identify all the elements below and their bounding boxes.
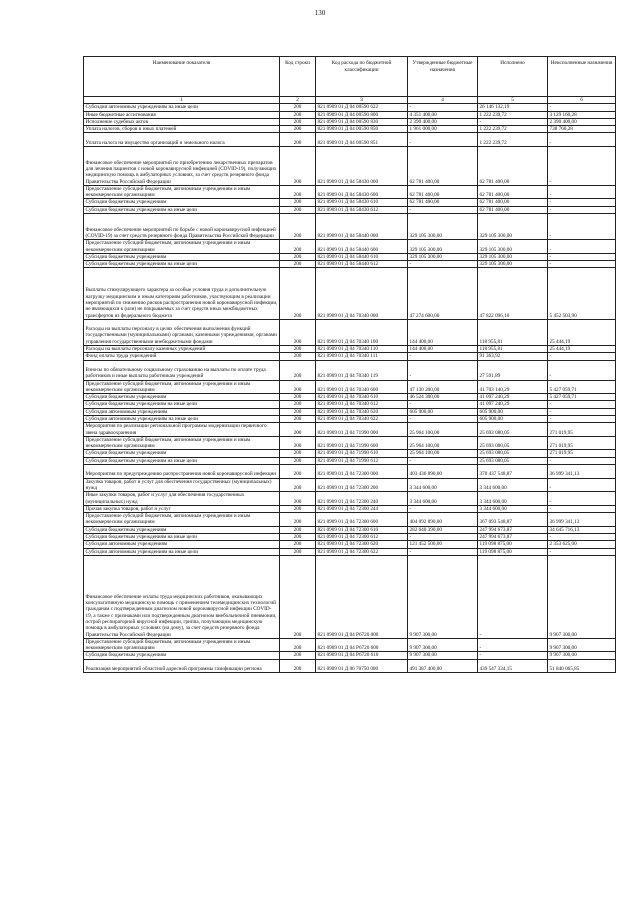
cell-budget-code: 821 0909 01 Д 04 70340 600 [316, 380, 408, 394]
cell-indicator-name: Субсидии автономным учреждениям [84, 541, 280, 548]
cell-line-code: 200 [280, 478, 316, 492]
cell-indicator-name: Субсидии бюджетным учреждениям на иные цели [84, 206, 280, 213]
cell-line-code: 200 [280, 353, 316, 360]
cell-approved: - [408, 415, 478, 422]
cell-approved: 47 130 200,00 [408, 380, 478, 394]
cell-unexecuted: 2 390 400,00 [548, 118, 616, 125]
cell-unexecuted: - [548, 261, 616, 268]
cell-approved: - [408, 133, 478, 147]
cell-budget-code: 821 0909 01 Д 04 70340 000 [316, 268, 408, 319]
table-row [84, 415, 616, 422]
cell-indicator-name: Субсидии бюджетным учреждениям [84, 199, 280, 206]
cell-approved: 121 452 500,00 [408, 541, 478, 548]
cell-approved: 9 907 300,00 [408, 555, 478, 638]
cell-budget-code: 821 0909 01 Д 06 70750 000 [316, 659, 408, 673]
cell-line-code: 200 [280, 513, 316, 527]
cell-unexecuted: 25 444,19 [548, 346, 616, 353]
table-row [84, 380, 616, 394]
cell-executed: 247 994 673,87 [478, 534, 548, 541]
cell-line-code: 200 [280, 541, 316, 548]
cell-executed: 25 693 080,05 [478, 423, 548, 437]
cell-approved: 329 105 300,00 [408, 214, 478, 240]
table-row [84, 214, 616, 240]
table-row [84, 492, 616, 506]
table-row [84, 126, 616, 133]
cell-budget-code: 821 0909 01 Д 04 58440 610 [316, 253, 408, 260]
cell-line-code: 200 [280, 555, 316, 638]
table-row [84, 104, 616, 111]
cell-line-code: 200 [280, 104, 316, 111]
cell-line-code: 200 [280, 360, 316, 380]
cell-budget-code: 821 0909 01 Д 04 00590 622 [316, 104, 408, 111]
cell-indicator-name: Субсидии бюджетным учреждениям на иные цели [84, 457, 280, 464]
cell-unexecuted: - [548, 548, 616, 555]
cell-executed: 3 344 600,00 [478, 492, 548, 506]
cell-approved: 25 964 100,00 [408, 450, 478, 457]
cell-executed: 47 822 096,10 [478, 268, 548, 319]
cell-executed: 41 097 240,29 [478, 401, 548, 408]
cell-executed: 247 994 673,87 [478, 526, 548, 533]
cell-approved: 9 907 300,00 [408, 638, 478, 652]
table-row [84, 659, 616, 673]
cell-budget-code: 821 0909 01 Д 04 70340 620 [316, 408, 408, 415]
cell-approved: - [408, 401, 478, 408]
table-row [84, 240, 616, 254]
cell-indicator-name: Предоставление субсидий бюджетным, автономным учреждениям и иным некоммерческим организациям [84, 513, 280, 527]
cell-indicator-name: Финансовое обеспечение мероприятий по приобретению лекарственных препаратов для лечения пациентов с новой коронавирусной инфекцией (COVID-19), получающих медицинскую помощь в амбулаторных условиях, за счет средств резервного фонда Правительства Российской Федерации [84, 147, 280, 186]
cell-unexecuted: 5 427 059,71 [548, 394, 616, 401]
cell-executed: 27 591,89 [478, 360, 548, 380]
table-row [84, 401, 616, 408]
table-row [84, 360, 616, 380]
column-index: 2 [280, 97, 316, 104]
cell-line-code: 200 [280, 638, 316, 652]
cell-approved: - [408, 360, 478, 380]
cell-unexecuted: - [548, 147, 616, 186]
cell-approved: 2 390 400,00 [408, 118, 478, 125]
cell-approved: - [408, 505, 478, 512]
table-row [84, 652, 616, 659]
header-budget-code: Код расхода по бюджетной классификации [316, 57, 408, 97]
cell-indicator-name: Субсидии бюджетным учреждениям [84, 652, 280, 659]
cell-executed: 3 344 600,00 [478, 505, 548, 512]
table-row [84, 111, 616, 118]
cell-unexecuted: - [548, 401, 616, 408]
cell-budget-code: 821 0909 01 Д 04 70340 612 [316, 401, 408, 408]
cell-approved: 4 351 400,00 [408, 111, 478, 118]
cell-executed: 329 105 300,00 [478, 214, 548, 240]
cell-approved: 25 964 100,00 [408, 436, 478, 450]
cell-approved: - [408, 548, 478, 555]
cell-executed: 25 693 080,05 [478, 436, 548, 450]
cell-unexecuted: 271 019,95 [548, 436, 616, 450]
cell-budget-code: 821 0909 01 Д 04 00590 850 [316, 126, 408, 133]
cell-executed: 605 900,00 [478, 408, 548, 415]
table-row [84, 548, 616, 555]
cell-line-code: 200 [280, 394, 316, 401]
cell-executed: 3 344 600,00 [478, 478, 548, 492]
cell-unexecuted: 9 907 300,00 [548, 638, 616, 652]
cell-budget-code: 821 0909 01 Д 04 72300 622 [316, 548, 408, 555]
cell-indicator-name: Фонд оплаты труда учреждений [84, 353, 280, 360]
cell-budget-code: 821 0909 01 Д 04 70340 110 [316, 346, 408, 353]
cell-executed: 62 781 400,00 [478, 199, 548, 206]
cell-unexecuted: - [548, 478, 616, 492]
cell-line-code: 200 [280, 214, 316, 240]
cell-budget-code: 821 0909 01 Д 04 70340 100 [316, 319, 408, 345]
cell-line-code: 200 [280, 652, 316, 659]
cell-budget-code: 821 0909 01 Д 04 58430 000 [316, 147, 408, 186]
cell-executed: 1 222 239,72 [478, 133, 548, 147]
cell-unexecuted: - [548, 199, 616, 206]
cell-budget-code: 821 0909 01 Д 04 72300 200 [316, 478, 408, 492]
cell-unexecuted: - [548, 492, 616, 506]
table-row [84, 118, 616, 125]
cell-budget-code: 821 0909 01 Д 04 71990 610 [316, 450, 408, 457]
table-row [84, 450, 616, 457]
cell-executed: 41 097 240,29 [478, 394, 548, 401]
table-header-row [84, 57, 616, 97]
header-line-code: Код строки [280, 57, 316, 97]
cell-line-code: 200 [280, 126, 316, 133]
cell-executed: - [478, 638, 548, 652]
cell-budget-code: 821 0909 01 Д 04 58440 600 [316, 240, 408, 254]
cell-indicator-name: Субсидии бюджетным учреждениям на иные цели [84, 534, 280, 541]
cell-budget-code: 821 0909 01 Д 04 72300 000 [316, 465, 408, 479]
cell-executed: 119 098 875,00 [478, 548, 548, 555]
cell-indicator-name: Субсидии бюджетным учреждениям [84, 450, 280, 457]
cell-unexecuted: - [548, 505, 616, 512]
cell-executed: 26 146 132,19 [478, 104, 548, 111]
cell-line-code: 200 [280, 206, 316, 213]
cell-executed: 370 437 548,87 [478, 465, 548, 479]
cell-executed: 605 900,00 [478, 415, 548, 422]
cell-indicator-name: Предоставление субсидий бюджетным, автономным учреждениям и иным некоммерческим организациям [84, 185, 280, 199]
cell-line-code: 200 [280, 534, 316, 541]
cell-line-code: 200 [280, 380, 316, 394]
cell-line-code: 200 [280, 457, 316, 464]
cell-executed: 1 222 239,72 [478, 126, 548, 133]
budget-execution-table [83, 56, 616, 673]
cell-approved: - [408, 534, 478, 541]
cell-unexecuted: 36 999 341,13 [548, 513, 616, 527]
cell-line-code: 200 [280, 436, 316, 450]
table-row [84, 199, 616, 206]
table-row [84, 436, 616, 450]
cell-budget-code: 821 0909 01 Д 04 72300 610 [316, 526, 408, 533]
cell-executed: 119 098 875,00 [478, 541, 548, 548]
cell-budget-code: 821 0909 01 Д 04 72300 620 [316, 541, 408, 548]
cell-line-code: 200 [280, 147, 316, 186]
cell-indicator-name: Субсидии бюджетным учреждениям [84, 394, 280, 401]
cell-approved: 47 274 600,00 [408, 268, 478, 319]
table-row [84, 319, 616, 345]
cell-approved: 144 400,00 [408, 346, 478, 353]
cell-line-code: 200 [280, 199, 316, 206]
cell-indicator-name: Мероприятия по реализации региональной программы модернизации первичного звена здравоохранения [84, 423, 280, 437]
cell-executed: 329 105 300,00 [478, 240, 548, 254]
cell-executed: - [478, 652, 548, 659]
cell-indicator-name: Иные закупки товаров, работ и услуг для обеспечения государственных (муниципальных) нужд [84, 492, 280, 506]
cell-indicator-name: Финансовое обеспечение мероприятий по борьбе с новой коронавирусной инфекцией (COVID-19) за счет средств резервного фонда Правительства Российской Федерации [84, 214, 280, 240]
cell-unexecuted: - [548, 206, 616, 213]
cell-line-code: 200 [280, 659, 316, 673]
cell-unexecuted: - [548, 133, 616, 147]
cell-approved: 491 387 400,00 [408, 659, 478, 673]
cell-executed: 62 781 400,00 [478, 185, 548, 199]
cell-approved: 329 105 300,00 [408, 240, 478, 254]
table-row [84, 268, 616, 319]
cell-executed: 25 693 080,05 [478, 457, 548, 464]
table-row [84, 555, 616, 638]
cell-approved: 25 964 100,00 [408, 423, 478, 437]
cell-budget-code: 821 0909 01 Д 04 00590 830 [316, 118, 408, 125]
cell-line-code: 200 [280, 268, 316, 319]
cell-executed: 118 955,81 [478, 319, 548, 345]
cell-budget-code: 821 0909 01 Д 04 70340 119 [316, 360, 408, 380]
cell-unexecuted: - [548, 360, 616, 380]
cell-indicator-name: Расходы на выплаты персоналу казенных учреждений [84, 346, 280, 353]
cell-unexecuted: - [548, 415, 616, 422]
table-row [84, 261, 616, 268]
table-row [84, 147, 616, 186]
cell-line-code: 200 [280, 408, 316, 415]
cell-line-code: 200 [280, 346, 316, 353]
cell-budget-code: 821 0909 01 Д 04 Р6720 610 [316, 652, 408, 659]
header-approved: Утвержденные бюджетные назначения [408, 57, 478, 97]
table-row [84, 353, 616, 360]
table-row [84, 534, 616, 541]
table-row [84, 478, 616, 492]
cell-approved: 282 640 390,00 [408, 526, 478, 533]
cell-budget-code: 821 0909 01 Д 04 72300 612 [316, 534, 408, 541]
cell-unexecuted: 51 840 065,85 [548, 659, 616, 673]
cell-budget-code: 821 0909 01 Д 04 00590 851 [316, 133, 408, 147]
cell-indicator-name: Прочая закупка товаров, работ и услуг [84, 505, 280, 512]
cell-indicator-name: Субсидии автономным учреждениям на иные цели [84, 104, 280, 111]
cell-unexecuted: - [548, 214, 616, 240]
table-row [84, 408, 616, 415]
cell-indicator-name: Уплата налогов, сборов и иных платежей [84, 126, 280, 133]
cell-indicator-name: Выплаты стимулирующего характера за особые условия труда и дополнительную нагрузку медицинским и иным категориям работников, участвующим в реализации мероприятий по снижению рисков распространения новой коронавирусной инфекции, не являющихся к (или) не покрываемых за счет средств иных межбюджетных трансфертов из федерального бюджета [84, 268, 280, 319]
cell-line-code: 200 [280, 401, 316, 408]
cell-executed: 41 703 140,29 [478, 380, 548, 394]
cell-line-code: 200 [280, 415, 316, 422]
cell-indicator-name: Финансовое обеспечение оплаты труда медицинских работников, оказывающих консультативную медицинскую помощь с применением телемедицинских технологий гражданам с подтвержденным диагнозом новой коронавирусной инфекции COVID-19, а также с признаками или подтвержденным диагнозом внебольничной пневмонии, острой респираторной вирусной инфекции, гриппа, получающим медицинскую помощь в амбулаторных условиях (на дому), за счет средств резервного фонда Правительства Российской Федерации [84, 555, 280, 638]
cell-line-code: 200 [280, 133, 316, 147]
cell-executed: 367 093 548,87 [478, 513, 548, 527]
cell-budget-code: 821 0909 01 Д 04 Р6720 600 [316, 638, 408, 652]
cell-unexecuted: - [548, 240, 616, 254]
cell-indicator-name: Взносы по обязательному социальному страхованию на выплаты по оплате труда работников и иные выплаты работникам учреждений [84, 360, 280, 380]
cell-executed: 91 363,92 [478, 353, 548, 360]
cell-indicator-name: Уплата налога на имущество организаций и земельного налога [84, 133, 280, 147]
cell-indicator-name: Субсидии бюджетным учреждениям на иные цели [84, 401, 280, 408]
column-index: 6 [548, 97, 616, 104]
cell-budget-code: 821 0909 01 Д 04 71990 600 [316, 436, 408, 450]
cell-executed: 329 105 300,00 [478, 261, 548, 268]
cell-unexecuted: - [548, 408, 616, 415]
cell-approved: 144 400,00 [408, 319, 478, 345]
cell-approved: 329 105 300,00 [408, 253, 478, 260]
cell-executed: - [478, 555, 548, 638]
table-row [84, 638, 616, 652]
cell-unexecuted: 271 019,95 [548, 423, 616, 437]
cell-budget-code: 821 0909 01 Д 04 72300 244 [316, 505, 408, 512]
cell-budget-code: 821 0909 01 Д 04 58440 612 [316, 261, 408, 268]
cell-approved: 62 781 400,00 [408, 147, 478, 186]
cell-unexecuted: - [548, 185, 616, 199]
header-indicator-name: Наименование показателя [84, 57, 280, 97]
cell-approved: 9 907 300,00 [408, 652, 478, 659]
column-index-row [84, 97, 616, 104]
cell-executed: 25 693 080,05 [478, 450, 548, 457]
cell-line-code: 200 [280, 505, 316, 512]
cell-budget-code: 821 0909 01 Д 04 58430 610 [316, 199, 408, 206]
cell-executed: 118 955,81 [478, 346, 548, 353]
cell-budget-code: 821 0909 01 Д 04 Р6720 000 [316, 555, 408, 638]
cell-approved: 404 092 890,00 [408, 513, 478, 527]
cell-budget-code: 821 0909 01 Д 04 70340 111 [316, 353, 408, 360]
cell-executed: - [478, 118, 548, 125]
cell-line-code: 200 [280, 450, 316, 457]
cell-approved: 3 344 600,00 [408, 492, 478, 506]
cell-line-code: 200 [280, 492, 316, 506]
cell-indicator-name: Субсидии бюджетным учреждениям [84, 526, 280, 533]
cell-unexecuted: - [548, 353, 616, 360]
cell-indicator-name: Предоставление субсидий бюджетным, автономным учреждениям и иным некоммерческим организациям [84, 638, 280, 652]
cell-line-code: 200 [280, 526, 316, 533]
table-row [84, 185, 616, 199]
cell-indicator-name: Иные бюджетные ассигнования [84, 111, 280, 118]
cell-unexecuted: 5 452 503,90 [548, 268, 616, 319]
cell-unexecuted: - [548, 457, 616, 464]
header-unexecuted: Неисполненные назначения [548, 57, 616, 97]
cell-executed: 439 547 334,15 [478, 659, 548, 673]
cell-line-code: 200 [280, 253, 316, 260]
cell-line-code: 200 [280, 111, 316, 118]
cell-indicator-name: Субсидии автономным учреждениям на иные цели [84, 548, 280, 555]
column-index: 1 [84, 97, 280, 104]
table-row [84, 505, 616, 512]
cell-indicator-name: Мероприятия по предупреждению распространения новой коронавирусной инфекции [84, 465, 280, 479]
table-row [84, 394, 616, 401]
cell-unexecuted: 9 907 300,00 [548, 555, 616, 638]
cell-approved: - [408, 353, 478, 360]
table-row [84, 206, 616, 213]
cell-approved: 1 961 000,00 [408, 126, 478, 133]
cell-indicator-name: Закупка товаров, работ и услуг для обеспечения государственных (муниципальных) нужд [84, 478, 280, 492]
cell-unexecuted: 3 129 160,28 [548, 111, 616, 118]
table-row [84, 526, 616, 533]
cell-approved: 46 524 300,00 [408, 394, 478, 401]
cell-unexecuted: - [548, 534, 616, 541]
cell-line-code: 200 [280, 240, 316, 254]
cell-budget-code: 821 0909 01 Д 04 70340 610 [316, 394, 408, 401]
cell-budget-code: 821 0909 01 Д 04 00590 800 [316, 111, 408, 118]
header-executed: Исполнено [478, 57, 548, 97]
cell-indicator-name: Субсидии автономным учреждениям [84, 408, 280, 415]
column-index: 4 [408, 97, 478, 104]
table-body [84, 104, 616, 673]
cell-unexecuted: 2 353 625,00 [548, 541, 616, 548]
table-row [84, 133, 616, 147]
cell-line-code: 200 [280, 423, 316, 437]
cell-unexecuted: 25 444,19 [548, 319, 616, 345]
cell-approved: 403 436 890,00 [408, 465, 478, 479]
cell-approved: - [408, 104, 478, 111]
cell-line-code: 200 [280, 548, 316, 555]
cell-budget-code: 821 0909 01 Д 04 58430 600 [316, 185, 408, 199]
column-index: 5 [478, 97, 548, 104]
cell-line-code: 200 [280, 261, 316, 268]
cell-budget-code: 821 0909 01 Д 04 72300 240 [316, 492, 408, 506]
cell-approved: 3 344 600,00 [408, 478, 478, 492]
cell-unexecuted: 36 999 341,13 [548, 465, 616, 479]
cell-unexecuted: - [548, 104, 616, 111]
page-number: 130 [314, 9, 326, 17]
cell-unexecuted: 34 645 716,13 [548, 526, 616, 533]
cell-indicator-name: Расходы на выплаты персоналу в целях обеспечения выполнения функций государственными (муниципальными) органами, казенными учреждениями, органами управления государственными внебюджетными фондами [84, 319, 280, 345]
cell-unexecuted: 5 427 059,71 [548, 380, 616, 394]
cell-indicator-name: Предоставление субсидий бюджетным, автономным учреждениям и иным некоммерческим организациям [84, 380, 280, 394]
cell-unexecuted: 271 019,95 [548, 450, 616, 457]
column-index: 3 [316, 97, 408, 104]
cell-approved: 62 781 400,00 [408, 185, 478, 199]
cell-indicator-name: Субсидии автономным учреждениям на иные цели [84, 415, 280, 422]
cell-executed: 1 222 239,72 [478, 111, 548, 118]
table-row [84, 465, 616, 479]
table-row [84, 423, 616, 437]
cell-approved: - [408, 206, 478, 213]
table-row [84, 457, 616, 464]
cell-unexecuted: - [548, 253, 616, 260]
cell-budget-code: 821 0909 01 Д 04 58440 000 [316, 214, 408, 240]
cell-executed: 62 781 400,00 [478, 206, 548, 213]
cell-indicator-name: Реализация мероприятий областной адресной программы газификации региона [84, 659, 280, 673]
cell-approved: - [408, 261, 478, 268]
cell-executed: 62 781 400,00 [478, 147, 548, 186]
cell-unexecuted: 738 760,28 [548, 126, 616, 133]
cell-line-code: 200 [280, 465, 316, 479]
table-row [84, 346, 616, 353]
cell-indicator-name: Предоставление субсидий бюджетным, автономным учреждениям и иным некоммерческим организациям [84, 240, 280, 254]
cell-budget-code: 821 0909 01 Д 04 71990 612 [316, 457, 408, 464]
cell-line-code: 200 [280, 118, 316, 125]
table-row [84, 513, 616, 527]
cell-budget-code: 821 0909 01 Д 04 58430 612 [316, 206, 408, 213]
cell-budget-code: 821 0909 01 Д 04 71990 000 [316, 423, 408, 437]
cell-unexecuted: 9 907 300,00 [548, 652, 616, 659]
cell-line-code: 200 [280, 185, 316, 199]
cell-approved: - [408, 457, 478, 464]
table-row [84, 541, 616, 548]
cell-budget-code: 821 0909 01 Д 04 70340 622 [316, 415, 408, 422]
cell-indicator-name: Субсидии бюджетным учреждениям на иные цели [84, 261, 280, 268]
cell-executed: 329 105 300,00 [478, 253, 548, 260]
cell-indicator-name: Субсидии бюджетным учреждениям [84, 253, 280, 260]
cell-line-code: 200 [280, 319, 316, 345]
cell-approved: 605 900,00 [408, 408, 478, 415]
cell-indicator-name: Предоставление субсидий бюджетным, автономным учреждениям и иным некоммерческим организациям [84, 436, 280, 450]
cell-approved: 62 781 400,00 [408, 199, 478, 206]
cell-indicator-name: Исполнение судебных актов [84, 118, 280, 125]
cell-budget-code: 821 0909 01 Д 04 72300 600 [316, 513, 408, 527]
table-row [84, 253, 616, 260]
